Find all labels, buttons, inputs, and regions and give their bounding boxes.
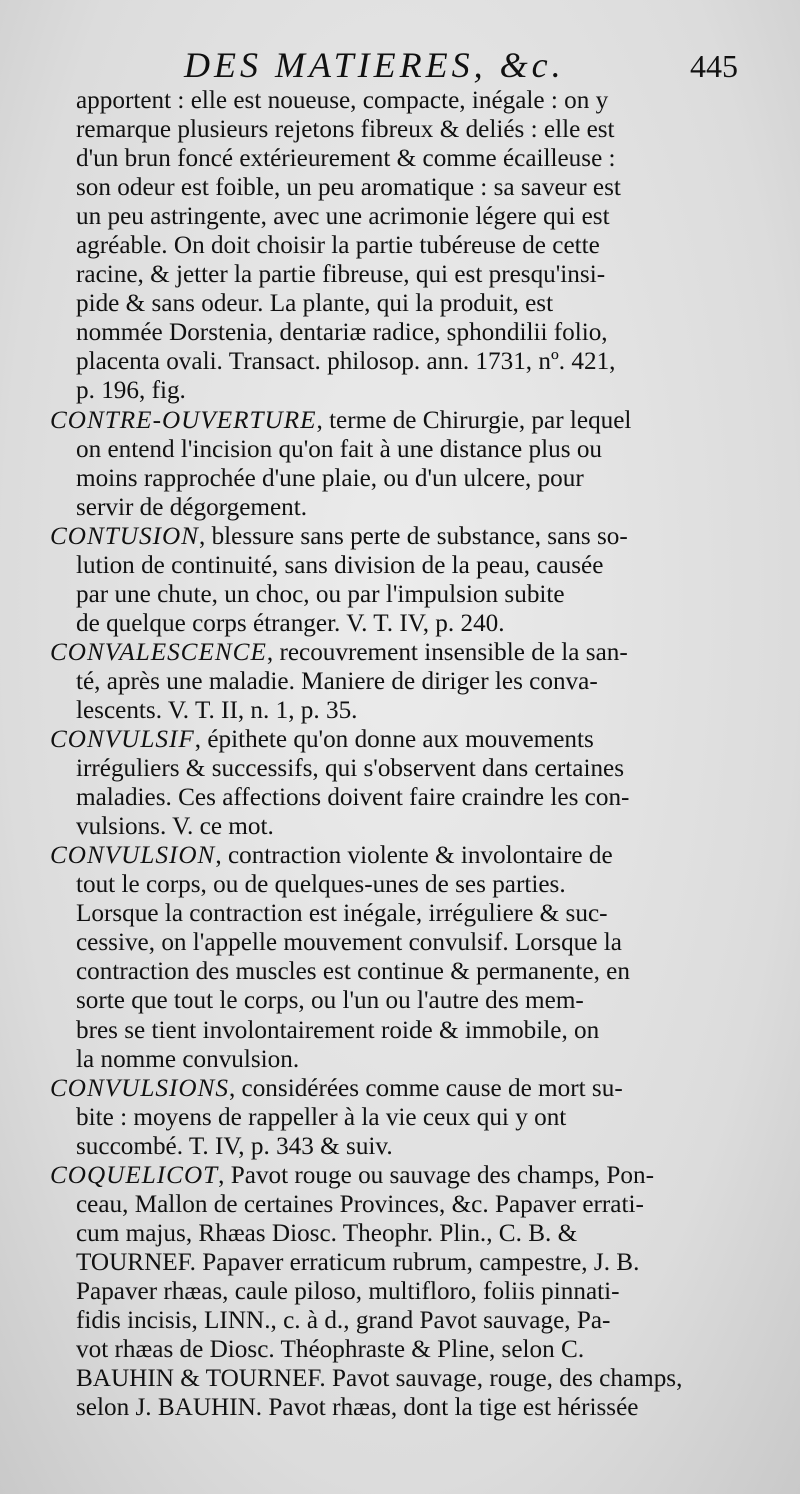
text-line: vulsions. V. ce mot. [76, 813, 274, 841]
entry-headline: CONVULSIF, épithete qu'on donne aux mouvements [50, 726, 594, 754]
text-line: cum majus, Rhæas Diosc. Theophr. Plin., C. B. & [76, 1219, 578, 1247]
text-line: fidis incisis, LINN., c. à d., grand Pavot sauvage, Pa- [76, 1306, 611, 1334]
text-line: Lorsque la contraction est inégale, irréguliere & suc- [76, 900, 608, 928]
text-line: son odeur est foible, un peu aromatique : sa saveur est [76, 174, 621, 202]
text-line: on entend l'incision qu'on fait à une distance plus ou [76, 435, 603, 463]
text-line: TOURNEF. Papaver erraticum rubrum, campestre, J. B. [76, 1248, 640, 1276]
headword: CONVULSION [50, 842, 216, 870]
entry-headline: CONTRE-OUVERTURE, terme de Chirurgie, par lequel [50, 406, 632, 434]
text-line: tout le corps, ou de quelques-unes de ses parties. [76, 871, 566, 899]
text-line: sorte que tout le corps, ou l'un ou l'autre des mem- [76, 987, 584, 1015]
text-line: Papaver rhæas, caule piloso, multifloro, foliis pinnati- [76, 1277, 620, 1305]
text-line: moins rapprochée d'une plaie, ou d'un ulcere, pour [76, 464, 584, 492]
entry-headline: CONVALESCENCE, recouvrement insensible de la san- [50, 638, 628, 666]
text-line: placenta ovali. Transact. philosop. ann. 1731, nº. 421, [76, 348, 616, 376]
headword: CONVULSIF [50, 726, 195, 754]
text-line: la nomme convulsion. [76, 1045, 300, 1073]
text-line: té, après une maladie. Maniere de diriger les conva- [76, 667, 598, 695]
text-line: succombé. T. IV, p. 343 & suiv. [76, 1132, 393, 1160]
page-number: 445 [690, 48, 738, 84]
text-line: servir de dégorgement. [76, 493, 308, 521]
text-line: nommée Dorstenia, dentariæ radice, sphondilii folio, [76, 319, 608, 347]
text-line: bite : moyens de rappeller à la vie ceux qui y ont [76, 1103, 567, 1131]
entry-headline: CONTUSION, blessure sans perte de substance, sans so- [50, 522, 628, 550]
text-line: p. 196, fig. [76, 377, 186, 405]
text-line: lution de continuité, sans division de la peau, causée [76, 551, 604, 579]
headword: CONVALESCENCE [50, 638, 267, 666]
entry-headline: CONVULSION, contraction violente & involontaire de [50, 842, 613, 870]
headword: CONVULSIONS [50, 1074, 229, 1102]
headword: CONTUSION [50, 522, 199, 550]
text-line: par une chute, un choc, ou par l'impulsion subite [76, 580, 565, 608]
text-line: cessive, on l'appelle mouvement convulsif. Lorsque la [76, 929, 622, 957]
text-line: racine, & jetter la partie fibreuse, qui est presqu'insi- [76, 261, 606, 289]
text-line: BAUHIN & TOURNEF. Pavot sauvage, rouge, des champs, [76, 1365, 683, 1393]
text-line: d'un brun foncé extérieurement & comme écailleuse : [76, 145, 616, 173]
text-line: bres se tient involontairement roide & immobile, on [76, 1016, 600, 1044]
text-line: remarque plusieurs rejetons fibreux & deliés : elle est [76, 116, 615, 144]
text-line: ceau, Mallon de certaines Provinces, &c. Papaver errati- [76, 1190, 644, 1218]
text-line: un peu astringente, avec une acrimonie légere qui est [76, 203, 610, 231]
text-line: maladies. Ces affections doivent faire craindre les con- [76, 784, 630, 812]
text-line: lescents. V. T. II, n. 1, p. 35. [76, 696, 358, 724]
running-title: DES MATIERES, &c. [184, 45, 565, 85]
text-line: vot rhæas de Diosc. Théophraste & Pline, selon C. [76, 1336, 585, 1364]
text-line: contraction des muscles est continue & permanente, en [76, 958, 630, 986]
text-line: de quelque corps étranger. V. T. IV, p. 240. [76, 609, 505, 637]
text-line: selon J. BAUHIN. Pavot rhæas, dont la tige est hérissée [76, 1394, 639, 1422]
text-line: agréable. On doit choisir la partie tubéreuse de cette [76, 232, 600, 260]
text-line: pide & sans odeur. La plante, qui la produit, est [76, 290, 554, 318]
index-text [50, 86, 754, 1422]
headword: COQUELICOT [50, 1161, 219, 1189]
text-line: irréguliers & successifs, qui s'observent dans certaines [76, 755, 625, 783]
entry-headline: COQUELICOT, Pavot rouge ou sauvage des champs, Pon- [50, 1161, 654, 1189]
entry-headline: CONVULSIONS, considérées comme cause de mort su- [50, 1074, 623, 1102]
headword: CONTRE-OUVERTURE [50, 406, 317, 434]
text-line: apportent : elle est noueuse, compacte, inégale : on y [76, 87, 609, 114]
